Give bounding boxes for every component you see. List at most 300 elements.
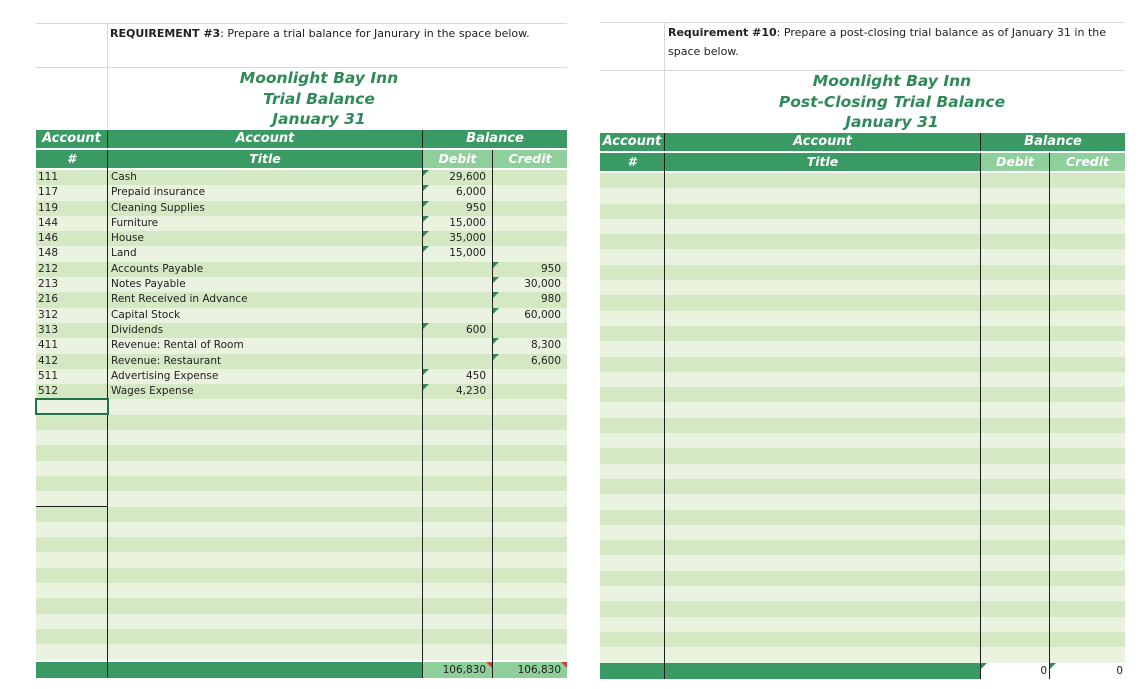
debit-cell[interactable]: [981, 571, 1049, 586]
account-number-cell[interactable]: [600, 464, 664, 479]
debit-cell[interactable]: [423, 216, 492, 231]
account-number-cell[interactable]: [600, 204, 664, 219]
credit-cell[interactable]: [493, 644, 567, 659]
debit-cell[interactable]: [423, 323, 492, 338]
credit-cell[interactable]: [493, 216, 567, 231]
debit-cell[interactable]: [423, 399, 492, 414]
debit-cell[interactable]: [423, 537, 492, 552]
selected-cell[interactable]: [35, 398, 109, 415]
error-marker: [423, 323, 429, 329]
account-number-cell[interactable]: [600, 249, 664, 264]
account-number-cell[interactable]: [36, 476, 107, 491]
account-title-cell[interactable]: [108, 491, 422, 506]
account-title-cell[interactable]: [665, 510, 980, 525]
debit-cell[interactable]: [981, 540, 1049, 555]
account-number-cell[interactable]: [36, 292, 107, 307]
table-row: [36, 262, 567, 277]
credit-cell[interactable]: [493, 461, 567, 476]
account-number-cell[interactable]: [600, 372, 664, 387]
account-number-cell[interactable]: [36, 614, 107, 629]
account-title-cell[interactable]: [108, 598, 422, 613]
account-title-cell[interactable]: [108, 369, 422, 384]
error-marker: [423, 216, 429, 222]
account-title-cell[interactable]: [108, 537, 422, 552]
account-number-cell[interactable]: [600, 617, 664, 632]
credit-cell[interactable]: [1050, 311, 1125, 326]
debit-cell[interactable]: [981, 418, 1049, 433]
account-title-cell[interactable]: [108, 445, 422, 460]
account-number-cell[interactable]: [36, 262, 107, 277]
account-title-cell[interactable]: [665, 326, 980, 341]
account-title-cell[interactable]: [665, 601, 980, 616]
account-title-cell[interactable]: [665, 234, 980, 249]
account-number-cell[interactable]: [600, 402, 664, 417]
account-number-cell[interactable]: [600, 555, 664, 570]
credit-cell[interactable]: [1050, 464, 1125, 479]
account-number-cell[interactable]: [600, 387, 664, 402]
account-title-cell[interactable]: [108, 507, 422, 522]
debit-cell[interactable]: [423, 231, 492, 246]
comment-marker: [486, 662, 492, 668]
account-number-cell[interactable]: [600, 510, 664, 525]
account-title-cell[interactable]: [665, 341, 980, 356]
credit-cell[interactable]: [1050, 295, 1125, 310]
account-title-cell[interactable]: [108, 201, 422, 216]
credit-cell[interactable]: [493, 537, 567, 552]
credit-cell[interactable]: [493, 384, 567, 399]
empty-row: [36, 537, 567, 552]
credit-cell[interactable]: [493, 354, 567, 369]
debit-cell[interactable]: [981, 464, 1049, 479]
credit-cell[interactable]: [1050, 586, 1125, 601]
account-number-cell[interactable]: [36, 491, 107, 506]
empty-row: [600, 326, 1125, 341]
credit-cell[interactable]: [1050, 433, 1125, 448]
debit-cell[interactable]: [423, 354, 492, 369]
account-title-cell[interactable]: [108, 583, 422, 598]
header-row-1: [600, 133, 1125, 151]
credit-cell[interactable]: [493, 522, 567, 537]
account-number-cell[interactable]: [36, 216, 107, 231]
credit-cell[interactable]: [1050, 173, 1125, 188]
debit-cell[interactable]: [981, 494, 1049, 509]
account-number-cell[interactable]: [600, 586, 664, 601]
debit-cell[interactable]: [423, 629, 492, 644]
account-title-cell[interactable]: [108, 338, 422, 353]
credit-cell[interactable]: [493, 430, 567, 445]
debit-cell[interactable]: [423, 277, 492, 292]
credit-cell[interactable]: [493, 246, 567, 261]
account-title-cell[interactable]: [665, 647, 980, 662]
credit-cell[interactable]: [1050, 234, 1125, 249]
credit-cell[interactable]: [1050, 265, 1125, 280]
account-title-cell[interactable]: [665, 387, 980, 402]
account-title-cell-value: Cleaning Supplies: [111, 201, 205, 214]
company-name: Moonlight Bay Inn: [812, 72, 972, 90]
credit-cell[interactable]: [493, 399, 567, 414]
credit-cell[interactable]: [1050, 341, 1125, 356]
table-row: [36, 354, 567, 369]
title-header: Title: [665, 153, 980, 171]
debit-cell[interactable]: [981, 433, 1049, 448]
credit-cell[interactable]: [1050, 510, 1125, 525]
credit-cell[interactable]: [1050, 647, 1125, 662]
account-number-cell[interactable]: [36, 552, 107, 567]
table-row: [36, 369, 567, 384]
account-title-cell[interactable]: [665, 295, 980, 310]
account-title-cell[interactable]: [108, 308, 422, 323]
debit-cell[interactable]: [423, 445, 492, 460]
credit-cell[interactable]: [493, 338, 567, 353]
error-marker: [1050, 663, 1056, 669]
debit-cell[interactable]: [423, 246, 492, 261]
account-title-cell[interactable]: [665, 188, 980, 203]
total-debit[interactable]: [981, 663, 1049, 679]
debit-cell[interactable]: [981, 326, 1049, 341]
account-number-cell-value: 117: [38, 186, 59, 199]
account-title-cell[interactable]: [665, 494, 980, 509]
credit-cell[interactable]: [493, 170, 567, 185]
account-title-cell[interactable]: [665, 571, 980, 586]
account-number-cell[interactable]: [600, 357, 664, 372]
credit-cell[interactable]: [1050, 555, 1125, 570]
account-title-cell[interactable]: [108, 323, 422, 338]
account-title-cell[interactable]: [108, 231, 422, 246]
account-title-cell[interactable]: [108, 262, 422, 277]
account-title-cell[interactable]: [665, 586, 980, 601]
empty-row: [600, 464, 1125, 479]
debit-cell-value: 450: [465, 369, 486, 382]
account-title-cell[interactable]: [665, 249, 980, 264]
account-number-cell[interactable]: [36, 277, 107, 292]
debit-cell[interactable]: [981, 173, 1049, 188]
credit-cell[interactable]: [493, 185, 567, 200]
credit-cell[interactable]: [493, 491, 567, 506]
account-title-cell[interactable]: [665, 525, 980, 540]
account-number-cell[interactable]: [36, 644, 107, 659]
credit-cell[interactable]: [493, 369, 567, 384]
credit-cell[interactable]: [1050, 188, 1125, 203]
account-number-cell[interactable]: [600, 219, 664, 234]
credit-cell[interactable]: [1050, 448, 1125, 463]
account-title-cell[interactable]: [665, 540, 980, 555]
account-number-cell-value: 212: [38, 262, 59, 275]
credit-cell[interactable]: [1050, 479, 1125, 494]
account-title-cell[interactable]: [665, 357, 980, 372]
credit-cell[interactable]: [1050, 372, 1125, 387]
account-title-cell[interactable]: [665, 632, 980, 647]
credit-cell[interactable]: [493, 415, 567, 430]
account-number-cell[interactable]: [36, 369, 107, 384]
account-title-cell[interactable]: [665, 617, 980, 632]
credit-cell[interactable]: [493, 507, 567, 522]
debit-cell[interactable]: [981, 617, 1049, 632]
debit-cell[interactable]: [981, 372, 1049, 387]
account-number-cell[interactable]: [36, 170, 107, 185]
credit-cell[interactable]: [493, 308, 567, 323]
error-marker: [493, 292, 499, 298]
debit-cell[interactable]: [981, 311, 1049, 326]
debit-cell[interactable]: [423, 384, 492, 399]
debit-cell[interactable]: [981, 601, 1049, 616]
debit-cell[interactable]: [423, 598, 492, 613]
credit-cell[interactable]: [493, 292, 567, 307]
table-row: [36, 246, 567, 261]
error-marker: [981, 663, 987, 669]
debit-cell[interactable]: [981, 249, 1049, 264]
account-title-cell[interactable]: [108, 644, 422, 659]
credit-cell[interactable]: [493, 277, 567, 292]
debit-cell[interactable]: [423, 338, 492, 353]
credit-cell[interactable]: [493, 445, 567, 460]
account-number-cell[interactable]: [36, 354, 107, 369]
debit-cell[interactable]: [981, 234, 1049, 249]
account-title-cell[interactable]: [108, 476, 422, 491]
account-title-cell[interactable]: [665, 464, 980, 479]
table-row: [36, 216, 567, 231]
debit-cell[interactable]: [981, 387, 1049, 402]
account-number-cell[interactable]: [600, 647, 664, 662]
account-number-cell[interactable]: [600, 280, 664, 295]
debit-cell[interactable]: [423, 201, 492, 216]
debit-cell[interactable]: [423, 262, 492, 277]
debit-cell[interactable]: [981, 448, 1049, 463]
account-number-cell[interactable]: [36, 338, 107, 353]
account-title-cell[interactable]: [665, 372, 980, 387]
debit-cell[interactable]: [423, 522, 492, 537]
account-number-cell[interactable]: [36, 185, 107, 200]
account-title-cell[interactable]: [108, 461, 422, 476]
credit-cell[interactable]: [1050, 494, 1125, 509]
account-number-cell[interactable]: [600, 525, 664, 540]
debit-cell[interactable]: [423, 614, 492, 629]
credit-cell[interactable]: [493, 262, 567, 277]
account-title-cell[interactable]: [108, 292, 422, 307]
account-title-cell[interactable]: [665, 280, 980, 295]
credit-cell[interactable]: [1050, 540, 1125, 555]
debit-cell[interactable]: [423, 430, 492, 445]
credit-cell[interactable]: [493, 629, 567, 644]
empty-row: [600, 249, 1125, 264]
debit-cell[interactable]: [981, 204, 1049, 219]
account-number-cell[interactable]: [600, 265, 664, 280]
debit-cell[interactable]: [981, 357, 1049, 372]
account-number-cell[interactable]: [36, 568, 107, 583]
debit-cell[interactable]: [981, 188, 1049, 203]
empty-row: [600, 372, 1125, 387]
account-number-cell[interactable]: [600, 494, 664, 509]
credit-cell[interactable]: [1050, 219, 1125, 234]
account-title-cell[interactable]: [108, 399, 422, 414]
account-title-cell[interactable]: [665, 555, 980, 570]
debit-cell[interactable]: [981, 632, 1049, 647]
account-title-cell[interactable]: [665, 265, 980, 280]
credit-header: Credit: [493, 150, 567, 168]
credit-cell[interactable]: [493, 583, 567, 598]
credit-cell[interactable]: [493, 614, 567, 629]
debit-cell[interactable]: [981, 295, 1049, 310]
debit-cell[interactable]: [423, 476, 492, 491]
debit-cell[interactable]: [981, 647, 1049, 662]
table-row: [36, 170, 567, 185]
account-title-cell[interactable]: [108, 522, 422, 537]
account-number-cell[interactable]: [600, 540, 664, 555]
credit-cell[interactable]: [493, 231, 567, 246]
debit-cell[interactable]: [423, 644, 492, 659]
debit-cell[interactable]: [981, 525, 1049, 540]
credit-cell[interactable]: [1050, 204, 1125, 219]
account-number-cell[interactable]: [600, 632, 664, 647]
account-number-cell-value: 144: [38, 216, 59, 229]
debit-cell[interactable]: [423, 415, 492, 430]
report-date: January 31: [845, 113, 939, 131]
credit-cell[interactable]: [493, 552, 567, 567]
debit-cell[interactable]: [981, 510, 1049, 525]
account-number-cell[interactable]: [36, 507, 107, 522]
empty-row: [600, 571, 1125, 586]
debit-cell[interactable]: [981, 402, 1049, 417]
account-number-cell[interactable]: [36, 522, 107, 537]
account-title-cell[interactable]: [108, 430, 422, 445]
account-title-cell[interactable]: [108, 415, 422, 430]
account-title-cell[interactable]: [108, 568, 422, 583]
account-number-cell[interactable]: [36, 430, 107, 445]
account-number-cell[interactable]: [600, 234, 664, 249]
account-title-cell[interactable]: [108, 629, 422, 644]
debit-cell[interactable]: [981, 219, 1049, 234]
account-number-cell[interactable]: [600, 601, 664, 616]
debit-cell[interactable]: [423, 292, 492, 307]
account-title-cell[interactable]: [108, 552, 422, 567]
credit-cell[interactable]: [1050, 632, 1125, 647]
account-number-cell[interactable]: [600, 295, 664, 310]
account-number-cell[interactable]: [600, 326, 664, 341]
debit-cell[interactable]: [981, 586, 1049, 601]
account-number-cell[interactable]: [36, 415, 107, 430]
error-marker: [423, 185, 429, 191]
account-title-cell[interactable]: [665, 311, 980, 326]
account-number-cell[interactable]: [600, 311, 664, 326]
account-number-cell[interactable]: [36, 598, 107, 613]
account-title-cell-value: Capital Stock: [111, 308, 181, 321]
debit-cell-value: 6,000: [455, 186, 486, 199]
credit-cell[interactable]: [493, 568, 567, 583]
credit-cell[interactable]: [1050, 571, 1125, 586]
credit-cell[interactable]: [1050, 280, 1125, 295]
account-number-cell[interactable]: [36, 201, 107, 216]
credit-cell[interactable]: [493, 201, 567, 216]
account-number-cell-value: 146: [38, 232, 59, 245]
credit-cell[interactable]: [1050, 402, 1125, 417]
debit-cell[interactable]: [981, 265, 1049, 280]
credit-cell[interactable]: [1050, 326, 1125, 341]
debit-cell[interactable]: [423, 491, 492, 506]
debit-cell[interactable]: [423, 552, 492, 567]
debit-cell[interactable]: [981, 479, 1049, 494]
credit-cell[interactable]: [1050, 249, 1125, 264]
account-number-cell[interactable]: [36, 246, 107, 261]
account-number-cell[interactable]: [600, 433, 664, 448]
account-title-cell[interactable]: [665, 418, 980, 433]
error-marker: [423, 170, 429, 176]
account-number-cell[interactable]: [36, 583, 107, 598]
account-title-cell[interactable]: [108, 277, 422, 292]
account-number-cell[interactable]: [600, 479, 664, 494]
credit-cell[interactable]: [1050, 525, 1125, 540]
account-number-cell[interactable]: [600, 448, 664, 463]
account-title-cell[interactable]: [665, 448, 980, 463]
total-credit[interactable]: [493, 662, 567, 678]
empty-row: [36, 415, 567, 430]
debit-cell[interactable]: [423, 583, 492, 598]
debit-cell[interactable]: [423, 185, 492, 200]
debit-cell[interactable]: [423, 308, 492, 323]
account-title-cell-value: Dividends: [111, 323, 164, 336]
debit-cell[interactable]: [981, 555, 1049, 570]
account-number-cell[interactable]: [36, 231, 107, 246]
account-number-cell[interactable]: [600, 418, 664, 433]
account-number-cell[interactable]: [36, 629, 107, 644]
account-number-cell[interactable]: [600, 571, 664, 586]
account-number-cell[interactable]: [36, 461, 107, 476]
account-title-cell[interactable]: [108, 185, 422, 200]
totals-blank: [36, 662, 107, 678]
total-debit[interactable]: [423, 662, 492, 678]
account-number-cell[interactable]: [36, 445, 107, 460]
credit-cell[interactable]: [1050, 387, 1125, 402]
credit-cell[interactable]: [1050, 601, 1125, 616]
account-number-cell[interactable]: [600, 188, 664, 203]
account-title-cell[interactable]: [665, 479, 980, 494]
total-credit[interactable]: [1050, 663, 1125, 679]
debit-cell[interactable]: [423, 170, 492, 185]
account-title-cell[interactable]: [665, 219, 980, 234]
account-title-cell[interactable]: [665, 433, 980, 448]
credit-cell[interactable]: [1050, 357, 1125, 372]
empty-row: [36, 399, 567, 414]
empty-row: [600, 540, 1125, 555]
account-number-cell[interactable]: [600, 173, 664, 188]
debit-cell[interactable]: [423, 507, 492, 522]
account-title-cell[interactable]: [108, 170, 422, 185]
credit-cell[interactable]: [1050, 617, 1125, 632]
debit-cell[interactable]: [423, 461, 492, 476]
account-title-cell[interactable]: [108, 216, 422, 231]
account-title-cell[interactable]: [108, 384, 422, 399]
account-title-cell[interactable]: [665, 204, 980, 219]
credit-cell[interactable]: [493, 476, 567, 491]
credit-cell[interactable]: [493, 323, 567, 338]
credit-cell[interactable]: [1050, 418, 1125, 433]
account-title-cell[interactable]: [108, 354, 422, 369]
account-title-cell[interactable]: [108, 614, 422, 629]
account-number-cell[interactable]: [36, 537, 107, 552]
debit-cell[interactable]: [423, 568, 492, 583]
account-number-cell[interactable]: [600, 341, 664, 356]
account-title-cell[interactable]: [665, 173, 980, 188]
account-number-cell[interactable]: [36, 323, 107, 338]
debit-cell[interactable]: [423, 369, 492, 384]
account-title-cell[interactable]: [108, 246, 422, 261]
debit-cell[interactable]: [981, 341, 1049, 356]
account-number-cell[interactable]: [36, 308, 107, 323]
credit-cell[interactable]: [493, 598, 567, 613]
debit-cell-value: 15,000: [449, 216, 486, 229]
error-marker: [493, 338, 499, 344]
empty-row: [36, 552, 567, 567]
account-title-cell[interactable]: [665, 402, 980, 417]
debit-cell[interactable]: [981, 280, 1049, 295]
